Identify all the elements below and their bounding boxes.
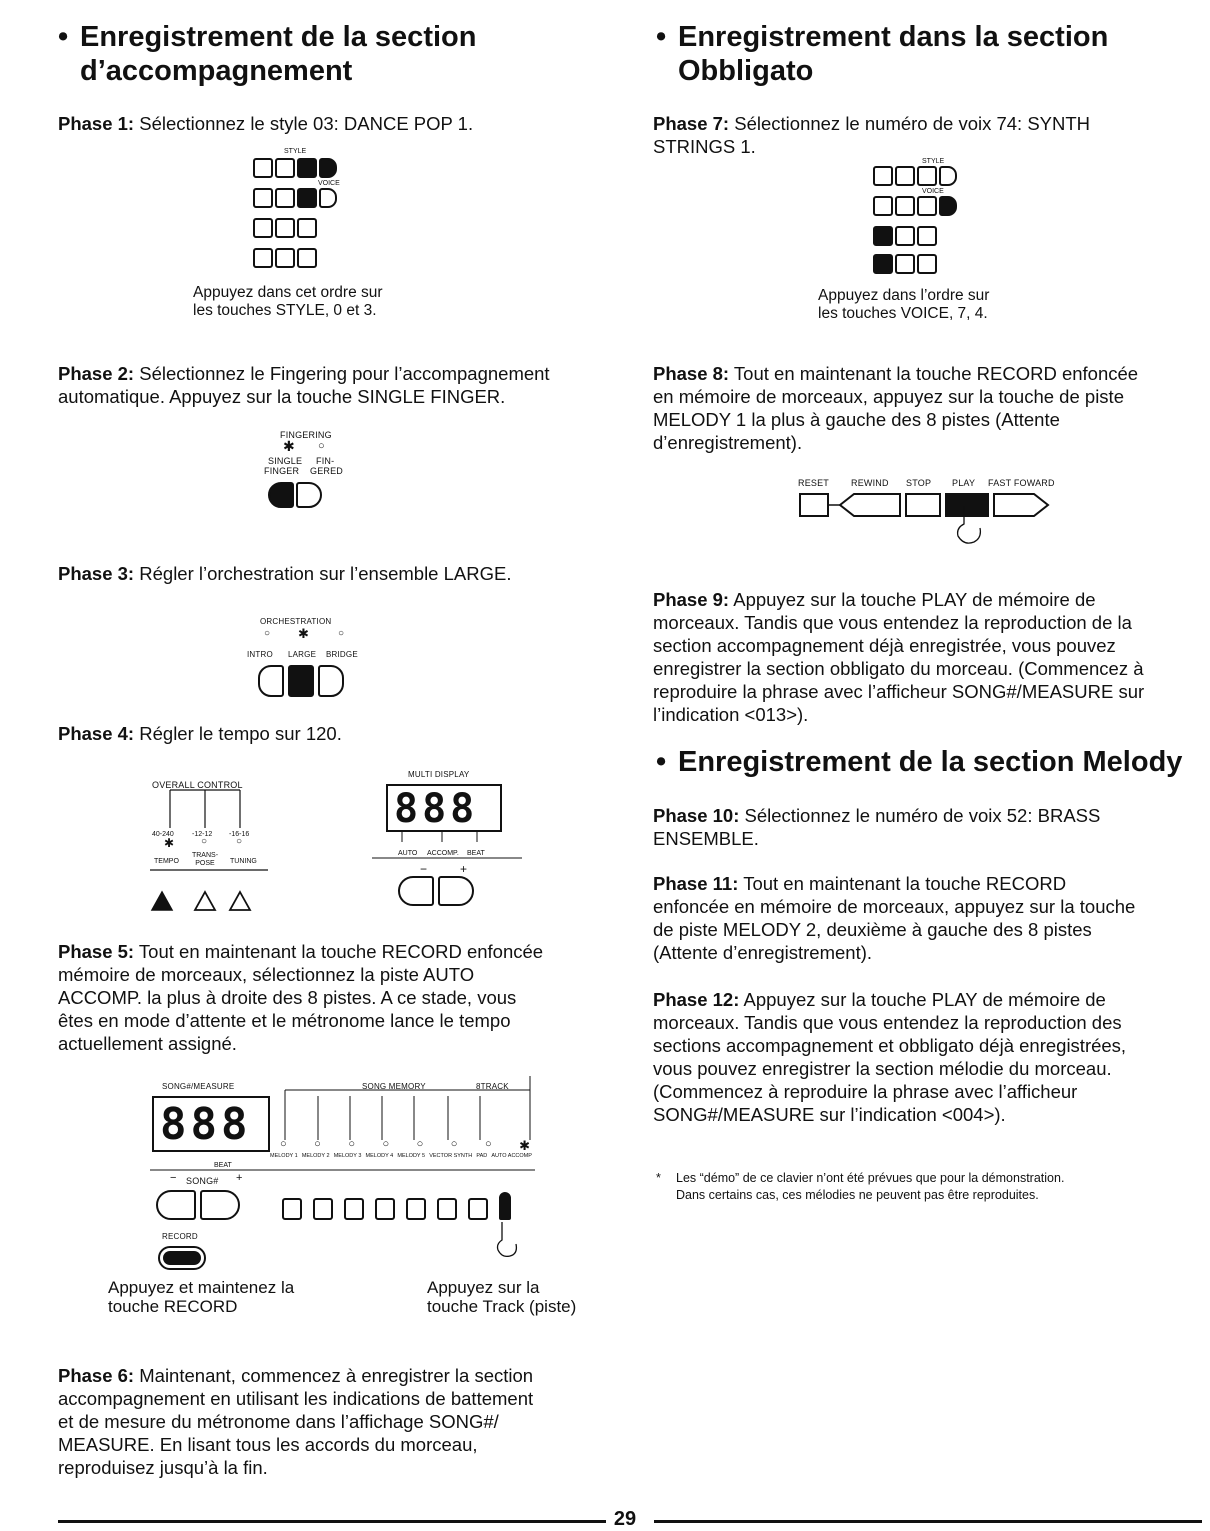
overall-buttons [150,890,270,914]
phase-text: MEASURE. En lisant tous les accords du morceau, [58,1434,478,1455]
key-9[interactable] [297,248,317,268]
beat-label: BEAT [467,850,485,857]
footer-rule-right [654,1520,1202,1523]
key-plus[interactable] [275,158,295,178]
key-voice[interactable] [319,188,337,208]
record-button[interactable] [158,1246,206,1270]
led-off-icon: ○ [338,628,345,639]
demo-note [656,1170,1064,1204]
phase-text: Régler le tempo sur 120. [139,723,342,744]
phase-text: et de mesure du métronome dans l’affichage SONG#/ [58,1411,499,1432]
intro-button[interactable] [258,665,284,697]
track-label: MELODY 4 [365,1153,394,1159]
track-button-5[interactable] [406,1198,426,1220]
auto-label: AUTO [398,850,418,857]
track-label: MELODY 1 [270,1153,298,1159]
key-9[interactable] [917,254,937,274]
led-off-icon: ○ [484,1138,492,1150]
finger-label: FINGER [264,466,300,476]
phase-text: reproduire la phrase avec l’afficheur SONG#/MEASURE sur [653,681,1145,702]
large-label: LARGE [288,650,317,659]
phase-text: ENSEMBLE. [653,828,759,849]
tuning-button[interactable] [230,892,250,910]
key-6[interactable] [917,226,937,246]
phase-text: STRINGS 1. [653,136,756,157]
track-label: MELODY 3 [333,1153,362,1159]
caption-line: Appuyez dans l’ordre sur [818,287,990,304]
play-button[interactable] [946,494,988,516]
bullet-icon: • [656,746,667,778]
phase-text: Maintenant, commencez à enregistrer la section [139,1365,534,1386]
phase-text: Sélectionnez le style 03: DANCE POP 1. [139,113,474,134]
phase-text: Tout en maintenant la touche RECORD enfoncée [733,363,1139,384]
key-style[interactable] [939,166,957,186]
track-caption [427,1278,576,1316]
phase12 [653,988,1126,1126]
tempo-range: 40-240 [152,831,174,838]
stop-button[interactable] [906,494,940,516]
phase6 [58,1364,533,1479]
track-button-3[interactable] [344,1198,364,1220]
accomp-label: ACCOMP. [427,850,459,857]
minus-label: − [420,862,428,876]
fast-forward-button[interactable] [994,494,1048,516]
phase-label: Phase 5: [58,941,135,962]
phase-text: en mémoire de morceaux, appuyez sur la touche de piste [653,386,1124,407]
phase-label: Phase 4: [58,723,135,744]
keypad-style-label: STYLE [922,158,945,165]
caption-line: Appuyez dans cet ordre sur [193,284,383,301]
key-8[interactable] [275,248,295,268]
phase-label: Phase 7: [653,113,730,134]
phase-label: Phase 12: [653,989,740,1010]
led-lit-icon: ✱ [298,626,309,641]
song-minus-button[interactable] [156,1190,196,1220]
heading-line: Enregistrement de la section [80,21,477,53]
orchestration-title: ORCHESTRATION [260,617,332,626]
phase8 [653,362,1138,454]
fingering-title: FINGERING [280,430,332,440]
track-button-7[interactable] [468,1198,488,1220]
track8-title: 8TRACK [476,1082,509,1091]
phase-text: Tout en maintenant la touche RECORD enfoncée [138,941,544,962]
key-2[interactable] [895,196,915,216]
key-3[interactable] [917,196,937,216]
phase-text: mémoire de morceaux, sélectionnez la piste AUTO [58,964,475,985]
single-label: SINGLE [268,456,303,466]
phase-label: Phase 2: [58,363,135,384]
caption-line: touche Track (piste) [427,1297,577,1316]
plus-label: + [460,862,468,876]
single-finger-button[interactable] [268,482,294,508]
transport-buttons [798,492,1058,552]
rewind-button[interactable] [840,494,900,516]
transpose-button[interactable] [195,892,215,910]
footer-rule-left [58,1520,606,1523]
bridge-label: BRIDGE [326,650,358,659]
phase4 [58,722,342,745]
phase-label: Phase 8: [653,363,730,384]
keypad1-caption [193,284,383,320]
track-button-1[interactable] [282,1198,302,1220]
bridge-button[interactable] [318,665,344,697]
track-label: PAD [476,1153,488,1159]
phase-text: Appuyez sur la touche PLAY de mémoire de [743,989,1106,1010]
phase-text: Tout en maintenant la touche RECORD [743,873,1067,894]
key-style[interactable] [319,158,337,178]
phase-text: automatique. Appuyez sur la touche SINGLE FINGER. [58,386,506,407]
large-button[interactable] [288,665,314,697]
track-button-2[interactable] [313,1198,333,1220]
led-off-icon: ○ [318,440,325,452]
caption-line: Appuyez sur la [427,1278,540,1297]
tuning-range: -16-16 [229,831,250,838]
phase-text: sections accompagnement et obbligato déjà enregistrées, [653,1035,1127,1056]
song-minus-label: − [170,1172,177,1184]
song-memory-title: SONG MEMORY [362,1082,426,1091]
phase-text: (Attente d’enregistrement). [653,942,873,963]
phase-text: (Commencez à reproduire la phrase avec l’afficheur [653,1081,1078,1102]
phase-label: Phase 1: [58,113,135,134]
caption-line: les touches VOICE, 7, 4. [818,305,988,322]
led-off-icon: ○ [264,628,271,639]
key-1[interactable] [873,196,893,216]
tempo-label: TEMPO [154,858,179,865]
track-button-4[interactable] [375,1198,395,1220]
seven-segment-digits: 888 [394,786,479,832]
phase-text: Sélectionnez le numéro de voix 74: SYNTH [734,113,1091,134]
phase9 [653,588,1144,726]
phase3 [58,562,511,585]
led-off-icon: ○ [450,1138,458,1150]
song-measure-title: SONG#/MEASURE [162,1082,235,1091]
fast-forward-label: FAST FOWARD [988,478,1055,488]
key-0[interactable] [297,158,317,178]
phase-text: enfoncée en mémoire de morceaux, appuyez sur la touche [653,896,1136,917]
phase-label: Phase 3: [58,563,135,584]
multi-plus-button[interactable] [438,876,474,906]
reset-label: RESET [798,478,830,488]
song-number-label: SONG# [186,1176,219,1186]
track-button-6[interactable] [437,1198,457,1220]
record-button-fill [163,1251,201,1265]
phase1 [58,112,473,135]
phase-text: ACCOMP. la plus à droite des 8 pistes. A ce stade, vous [58,987,517,1008]
beat-label: BEAT [214,1162,232,1169]
phase-text: enregistrer la section obbligato du morceau. (Commencez à [653,658,1144,679]
key-8[interactable] [895,254,915,274]
overall-title: OVERALL CONTROL [152,780,243,790]
phase-label: Phase 6: [58,1365,135,1386]
led-lit-icon: ✱ [519,1138,530,1153]
led-off-icon: ○ [280,1138,287,1150]
bullet-icon: • [656,21,667,53]
tuning-label: TUNING [230,858,257,865]
phase-text: Appuyez sur la touche PLAY de mémoire de [733,589,1096,610]
key-0[interactable] [917,166,937,186]
rewind-label: REWIND [851,478,889,488]
phase5 [58,940,543,1055]
phase-text: accompagnement en utilisant les indications de battement [58,1388,534,1409]
key-minus[interactable] [873,166,893,186]
phase-text: de piste MELODY 2, deuxième à gauche des 8 pistes [653,919,1092,940]
phase-text: l’indication <013>). [653,704,809,725]
stop-label: STOP [906,478,932,488]
song-plus-label: + [236,1172,243,1184]
led-lit-icon: ✱ [164,836,175,850]
key-5[interactable] [895,226,915,246]
led-lit-icon: ✱ [283,438,295,454]
transpose-label: TRANS-POSE [191,852,219,867]
phase-label: Phase 11: [653,873,739,894]
phase-text: Régler l’orchestration sur l’ensemble LARGE. [139,563,512,584]
track-button-8-auto-accomp[interactable] [499,1192,511,1220]
seven-segment-digits: 888 [160,1099,252,1150]
phase-text: morceaux. Tandis que vous entendez la reproduction des [653,1012,1122,1033]
phase-text: êtes en mode d’attente et le métronome lance le tempo [58,1010,511,1031]
key-5[interactable] [275,218,295,238]
phase10 [653,804,1100,850]
phase-label: Phase 9: [653,589,730,610]
key-plus[interactable] [895,166,915,186]
phase7 [653,112,1090,158]
heading-line: d’accompagnement [80,55,353,87]
phase-label: Phase 10: [653,805,740,826]
phase2 [58,362,550,408]
caption-line: touche RECORD [108,1297,238,1316]
finger-press-icon [488,1220,528,1262]
led-off-icon: ○ [201,836,208,847]
heading-line: Enregistrement dans la section [678,21,1109,53]
key-4[interactable] [253,218,273,238]
fin-label: FIN- [316,456,335,466]
keypad-style-label: STYLE [284,148,307,155]
key-1[interactable] [253,188,273,208]
key-3[interactable] [297,188,317,208]
heading-line: Enregistrement de la section Melody [678,746,1183,778]
track-label: VECTOR SYNTH [429,1153,473,1159]
caption-line: les touches STYLE, 0 et 3. [193,302,377,319]
play-label: PLAY [952,478,976,488]
note-star: * [656,1171,661,1185]
phase-text: Sélectionnez le numéro de voix 52: BRASS [744,805,1101,826]
keypad2-caption [818,287,989,323]
key-2[interactable] [275,188,295,208]
led-off-icon: ○ [314,1138,321,1150]
heading-line: Obbligato [678,55,814,87]
note-line: Les “démo” de ce clavier n’ont été prévues que pour la démonstration. [676,1171,1065,1185]
key-voice[interactable] [939,196,957,216]
track-label: MELODY 5 [397,1153,426,1159]
key-7[interactable] [253,248,273,268]
reset-button[interactable] [800,494,828,516]
heading-melody [656,745,1183,779]
track-labels [270,1153,532,1159]
caption-line: Appuyez et maintenez la [108,1278,295,1297]
phase-text: reproduisez jusqu’à la fin. [58,1457,268,1478]
phase11 [653,872,1135,964]
keypad-voice-label: VOICE [318,180,340,187]
page-number: 29 [613,1508,637,1530]
multi-display-screen [386,784,502,832]
track-leds [280,1138,530,1154]
led-off-icon: ○ [348,1138,355,1150]
record-label: RECORD [162,1232,198,1241]
phase-text: vous pouvez enregistrer la section mélodie du morceau. [653,1058,1112,1079]
phase-text: actuellement assigné. [58,1033,237,1054]
intro-label: INTRO [247,650,273,659]
key-7[interactable] [873,254,893,274]
key-minus[interactable] [253,158,273,178]
led-off-icon: ○ [382,1138,390,1150]
phase-text: Sélectionnez le Fingering pour l’accompagnement [139,363,550,384]
led-off-icon: ○ [236,836,243,847]
multi-display-title: MULTI DISPLAY [408,770,470,779]
phase-text: MELODY 1 la plus à gauche des 8 pistes (Attente [653,409,1060,430]
heading-obbligato [656,20,1109,88]
key-4[interactable] [873,226,893,246]
track-label: MELODY 2 [301,1153,330,1159]
led-off-icon: ○ [416,1138,424,1150]
tempo-button[interactable] [152,892,172,910]
bullet-icon: • [58,21,69,53]
heading-accompaniment [58,20,477,88]
keypad-voice-label: VOICE [922,188,944,195]
phase-text: SONG#/MEASURE sur l’indication <004>). [653,1104,1006,1125]
track-label: AUTO ACCOMP [491,1153,532,1159]
fingered-button[interactable] [296,482,322,508]
multi-minus-button[interactable] [398,876,434,906]
phase-text: morceaux. Tandis que vous entendez la reproduction de la [653,612,1132,633]
phase-text: d’enregistrement). [653,432,803,453]
note-line: Dans certains cas, ces mélodies ne peuvent pas être reproduites. [676,1188,1039,1202]
song-plus-button[interactable] [200,1190,240,1220]
phase-text: section accompagnement déjà enregistrée, vous pouvez [653,635,1116,656]
transpose-range: -12-12 [192,831,213,838]
record-caption [108,1278,294,1316]
key-6[interactable] [297,218,317,238]
gered-label: GERED [310,466,344,476]
